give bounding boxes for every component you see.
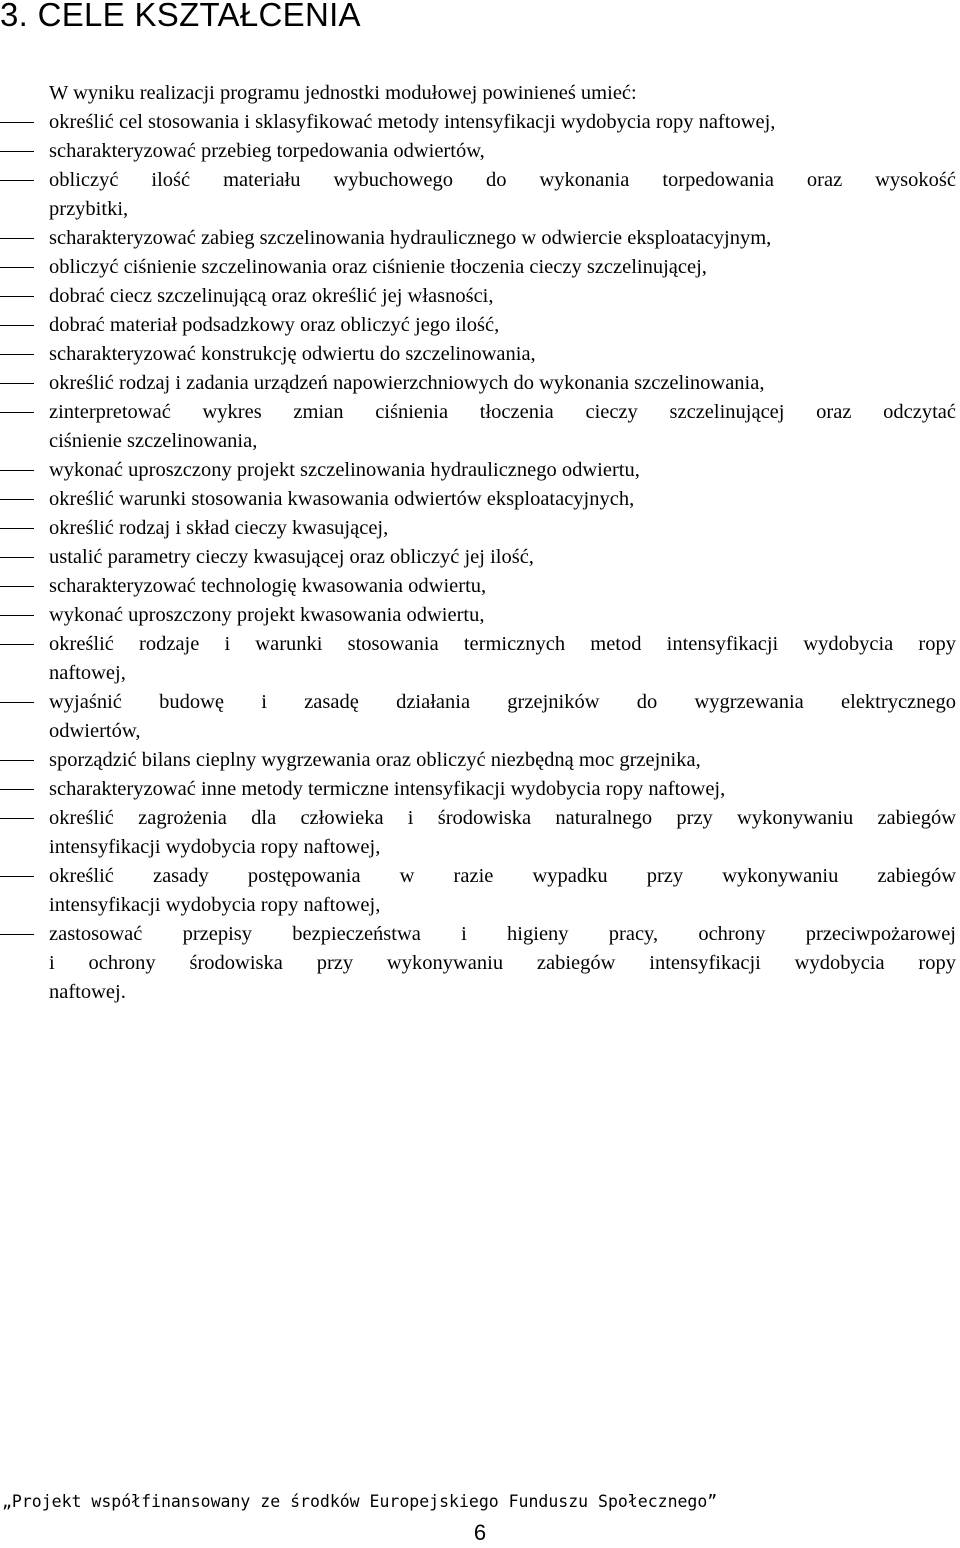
intro-text: W wyniku realizacji programu jednostki modułowej powinieneś umieć: (49, 82, 637, 104)
dash-bullet-icon (0, 760, 34, 761)
list-item-text: scharakteryzować konstrukcję odwiertu do szczelinowania, (49, 343, 536, 365)
list-item (0, 804, 956, 862)
dash-bullet-icon (0, 354, 34, 355)
list-item-text: określić rodzaje i warunki stosowania termicznych metod intensyfikacji wydobycia ropy (49, 633, 956, 655)
list-item-text: określić rodzaj i skład cieczy kwasującej, (49, 517, 389, 539)
list-item (0, 456, 956, 485)
list-item-text: sporządzić bilans cieplny wygrzewania oraz obliczyć niezbędną moc grzejnika, (49, 749, 701, 771)
list-item-text: odwiertów, (49, 720, 141, 742)
list-item-text: wykonać uproszczony projekt szczelinowania hydraulicznego odwiertu, (49, 459, 640, 481)
list-item-text: dobrać materiał podsadzkowy oraz obliczyć jego ilość, (49, 314, 500, 336)
list-item (0, 862, 956, 920)
dash-bullet-icon (0, 934, 34, 935)
list-item-text: ciśnienie szczelinowania, (49, 430, 258, 452)
dash-bullet-icon (0, 325, 34, 326)
list-item-text: wykonać uproszczony projekt kwasowania odwiertu, (49, 604, 485, 626)
list-item-text: wyjaśnić budowę i zasadę działania grzejników do wygrzewania elektrycznego (49, 691, 956, 713)
list-item-text: określić rodzaj i zadania urządzeń napowierzchniowych do wykonania szczelinowania, (49, 372, 765, 394)
list-item-text: intensyfikacji wydobycia ropy naftowej, (49, 894, 381, 916)
list-item (0, 398, 956, 456)
dash-bullet-icon (0, 876, 34, 877)
list-item-text: określić zagrożenia dla człowieka i środowiska naturalnego przy wykonywaniu zabiegów (49, 807, 956, 829)
dash-bullet-icon (0, 818, 34, 819)
list-item-text: naftowej. (49, 981, 126, 1003)
section-heading: 3. CELE KSZTAŁCENIA (0, 0, 361, 33)
list-item-text: określić cel stosowania i sklasyfikować metody intensyfikacji wydobycia ropy naftowej, (49, 111, 776, 133)
page-number: 6 (473, 1520, 487, 1545)
list-item-text: określić zasady postępowania w razie wypadku przy wykonywaniu zabiegów (49, 865, 956, 887)
list-item-text: naftowej, (49, 662, 126, 684)
dash-bullet-icon (0, 412, 34, 413)
list-item (0, 108, 956, 137)
list-item (0, 137, 956, 166)
list-item-text: zastosować przepisy bezpieczeństwa i higieny pracy, ochrony przeciwpożarowej (49, 923, 956, 945)
dash-bullet-icon (0, 499, 34, 500)
list-item-text: scharakteryzować inne metody termiczne intensyfikacji wydobycia ropy naftowej, (49, 778, 726, 800)
list-item-text: dobrać ciecz szczelinującą oraz określić jej własności, (49, 285, 494, 307)
list-item (0, 688, 956, 746)
dash-bullet-icon (0, 383, 34, 384)
objectives-list (0, 108, 956, 1007)
dash-bullet-icon (0, 528, 34, 529)
dash-bullet-icon (0, 122, 34, 123)
dash-bullet-icon (0, 702, 34, 703)
list-item-text: przybitki, (49, 198, 129, 220)
list-item-text: scharakteryzować technologię kwasowania odwiertu, (49, 575, 487, 597)
list-item (0, 166, 956, 224)
list-item-text: scharakteryzować zabieg szczelinowania hydraulicznego w odwiercie eksploatacyjnym, (49, 227, 772, 249)
list-item-text: ustalić parametry cieczy kwasującej oraz obliczyć jej ilość, (49, 546, 534, 568)
footer-text: „Projekt współfinansowany ze środków Europejskiego Funduszu Społecznego” (2, 1492, 718, 1511)
list-item (0, 775, 956, 804)
list-item (0, 543, 956, 572)
list-item (0, 485, 956, 514)
dash-bullet-icon (0, 615, 34, 616)
list-item-text: określić warunki stosowania kwasowania odwiertów eksploatacyjnych, (49, 488, 635, 510)
list-item (0, 601, 956, 630)
list-item (0, 224, 956, 253)
list-item (0, 253, 956, 282)
list-item-text: scharakteryzować przebieg torpedowania odwiertów, (49, 140, 485, 162)
dash-bullet-icon (0, 644, 34, 645)
list-item-text: obliczyć ciśnienie szczelinowania oraz ciśnienie tłoczenia cieczy szczelinującej, (49, 256, 707, 278)
list-item (0, 311, 956, 340)
dash-bullet-icon (0, 296, 34, 297)
dash-bullet-icon (0, 586, 34, 587)
dash-bullet-icon (0, 267, 34, 268)
list-item (0, 514, 956, 543)
list-item (0, 572, 956, 601)
dash-bullet-icon (0, 789, 34, 790)
dash-bullet-icon (0, 470, 34, 471)
list-item (0, 340, 956, 369)
dash-bullet-icon (0, 151, 34, 152)
list-item-text: i ochrony środowiska przy wykonywaniu zabiegów intensyfikacji wydobycia ropy (49, 952, 956, 974)
list-item (0, 920, 956, 1007)
dash-bullet-icon (0, 557, 34, 558)
list-item (0, 369, 956, 398)
dash-bullet-icon (0, 238, 34, 239)
list-item-text: intensyfikacji wydobycia ropy naftowej, (49, 836, 381, 858)
list-item (0, 630, 956, 688)
list-item (0, 282, 956, 311)
dash-bullet-icon (0, 180, 34, 181)
list-item-text: zinterpretować wykres zmian ciśnienia tłoczenia cieczy szczelinującej oraz odczytać (49, 401, 956, 423)
list-item (0, 746, 956, 775)
list-item-text: obliczyć ilość materiału wybuchowego do wykonania torpedowania oraz wysokość (49, 169, 956, 191)
